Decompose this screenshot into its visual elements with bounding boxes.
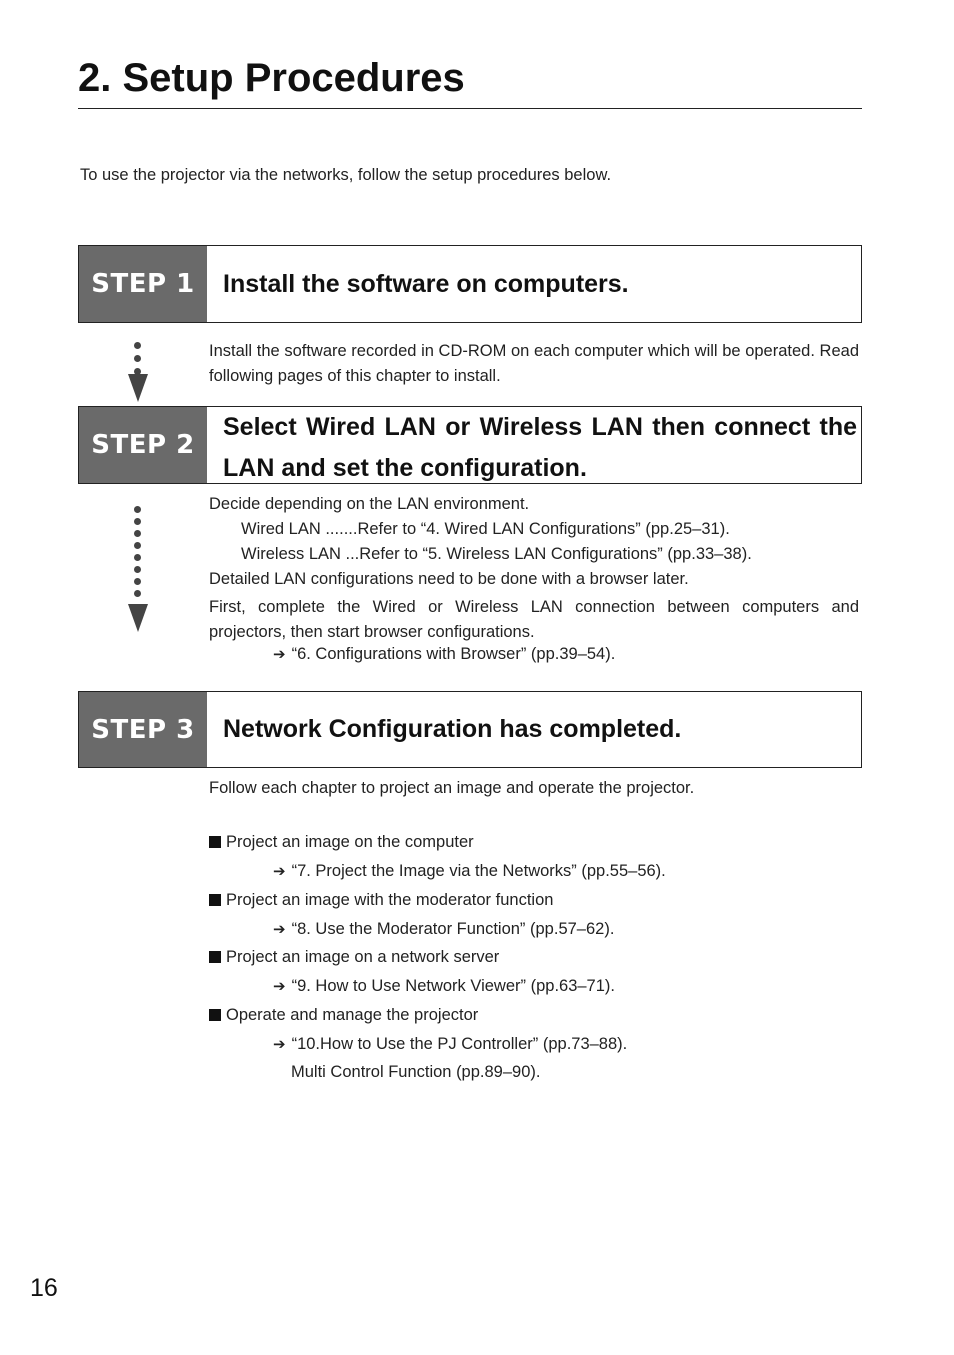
arrow-right-icon: ➔ [273,920,286,938]
step-2-label: STEP 2 [79,407,207,483]
list-item-ref [273,920,614,939]
list-item-ref [273,862,666,881]
list-item-ref [273,1035,627,1054]
step-2-line-decide: Decide depending on the LAN environment. [209,495,530,513]
step-2-ref [273,645,615,664]
step-2-arrow [128,504,148,636]
step-2-line-first: First, complete the Wired or Wireless LAN connection between computers and projectors, then start browser configurations. [209,598,859,641]
arrow-dot [134,530,141,537]
step-2-line-wired: Wired LAN .......Refer to “4. Wired LAN Configurations” (pp.25–31). [241,520,730,538]
step-2-ref-text: “6. Configurations with Browser” (pp.39–54). [291,645,616,663]
arrow-dot [134,554,141,561]
arrow-down-icon [128,374,148,402]
list-item [209,833,474,852]
step-3-box [78,691,862,768]
intro-text: To use the projector via the networks, follow the setup procedures below. [80,166,612,184]
arrow-down-icon [128,604,148,632]
step-2-line-detail: Detailed LAN configurations need to be done with a browser later. [209,570,689,588]
step-1-body: Install the software recorded in CD-ROM on each computer which will be operated. Read following pages of this chapter to install. [209,342,859,385]
list-item-ref-text: “9. How to Use Network Viewer” (pp.63–71). [291,977,615,995]
step-1-title: Install the software on computers. [223,269,629,298]
square-bullet-icon [209,836,221,848]
arrow-right-icon: ➔ [273,862,286,880]
list-item-label: Project an image on the computer [226,833,474,851]
arrow-dot [134,518,141,525]
list-item [209,1006,478,1025]
list-item-ref [273,977,615,996]
list-item-label: Project an image with the moderator function [226,891,554,909]
step-1-box [78,245,862,323]
square-bullet-icon [209,951,221,963]
list-item-label: Operate and manage the projector [226,1006,479,1024]
arrow-dot [134,355,141,362]
arrow-right-icon: ➔ [273,1035,286,1053]
list-item-extra: Multi Control Function (pp.89–90). [291,1063,541,1081]
title-rule [78,108,862,109]
list-item [209,891,553,910]
list-item-label: Project an image on a network server [226,948,500,966]
arrow-right-icon: ➔ [273,977,286,995]
step-1-label: STEP 1 [79,246,207,322]
step-1-arrow [128,340,148,404]
list-item-ref-text: “7. Project the Image via the Networks” (pp.55–56). [291,862,666,880]
square-bullet-icon [209,894,221,906]
step-2-title: Select Wired LAN or Wireless LAN then connect the LAN and set the configuration. [223,413,857,482]
step-3-intro: Follow each chapter to project an image and operate the projector. [209,779,695,797]
list-item [209,948,499,967]
page-title: 2. Setup Procedures [78,56,465,100]
square-bullet-icon [209,1009,221,1021]
arrow-dot [134,578,141,585]
step-2-box [78,406,862,484]
step-3-title: Network Configuration has completed. [223,715,682,743]
step-3-label: STEP 3 [79,692,207,767]
step-2-line-wireless: Wireless LAN ...Refer to “5. Wireless LAN Configurations” (pp.33–38). [241,545,752,563]
arrow-dot [134,590,141,597]
list-item-ref-text: “8. Use the Moderator Function” (pp.57–62). [291,920,615,938]
page-number: 16 [30,1274,58,1302]
arrow-dot [134,506,141,513]
arrow-dot [134,342,141,349]
list-item-ref-text: “10.How to Use the PJ Controller” (pp.73–88). [291,1035,628,1053]
arrow-right-icon: ➔ [273,645,286,663]
arrow-dot [134,566,141,573]
arrow-dot [134,542,141,549]
